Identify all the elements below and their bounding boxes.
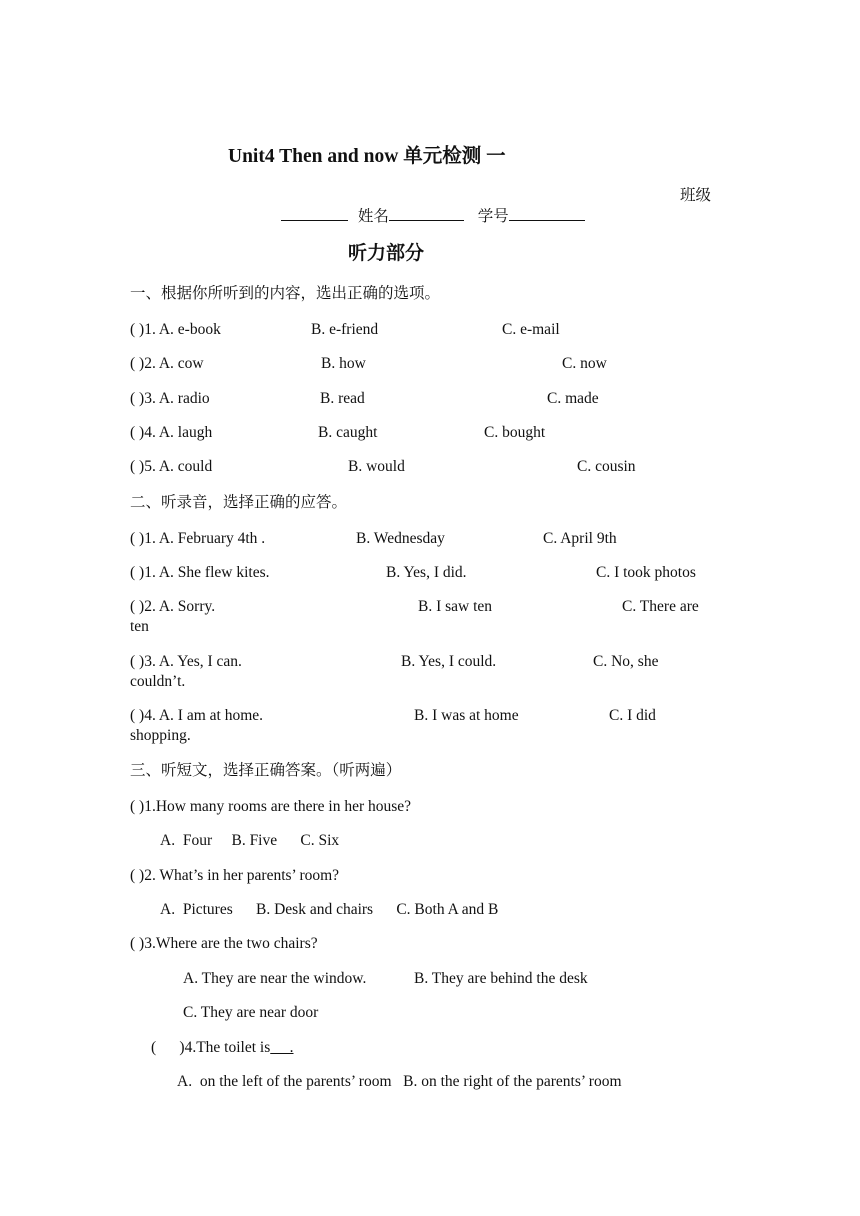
s1-q2-b: B. how bbox=[321, 355, 366, 372]
s1-q1-c: C. e-mail bbox=[502, 321, 560, 338]
s3-q3-option-c: C. They are near door bbox=[183, 1004, 319, 1021]
s1-q5-a: ( )5. A. could bbox=[130, 458, 213, 475]
s3-q3: ( )3.Where are the two chairs? bbox=[130, 935, 318, 952]
s1-q1-b: B. e-friend bbox=[311, 321, 379, 338]
s2-q2-c: C. I took photos bbox=[596, 564, 696, 581]
s2-q1-c: C. April 9th bbox=[543, 530, 617, 547]
s3-q2: ( )2. What’s in her parents’ room? bbox=[130, 867, 340, 884]
info-line bbox=[281, 206, 585, 227]
page-title: Unit4 Then and now 单元检测 一 bbox=[228, 146, 506, 167]
s2-q5-c: C. I did bbox=[609, 707, 656, 724]
s2-q5-b: B. I was at home bbox=[414, 707, 519, 724]
s3-q4-blank[interactable]: . bbox=[270, 1039, 294, 1056]
s2-q1-a: ( )1. A. February 4th . bbox=[130, 530, 266, 547]
s2-q4-c: C. No, she bbox=[593, 653, 659, 670]
s2-q2-b: B. Yes, I did. bbox=[386, 564, 467, 581]
s1-q1-a: ( )1. A. e-book bbox=[130, 321, 221, 338]
s1-q4-b: B. caught bbox=[318, 424, 378, 441]
s2-q3-b: B. I saw ten bbox=[418, 598, 493, 615]
s3-q3-option-a: A. They are near the window. bbox=[183, 970, 367, 987]
s3-q3-option-b: B. They are behind the desk bbox=[414, 970, 588, 987]
section-subtitle: 听力部分 bbox=[348, 243, 425, 264]
section1-heading: 一、根据你所听到的内容，选出正确的选项。 bbox=[130, 285, 441, 302]
s2-q4-cont: couldn’t. bbox=[130, 673, 186, 690]
s2-q1-b: B. Wednesday bbox=[356, 530, 445, 547]
s2-q4-a: ( )3. A. Yes, I can. bbox=[130, 653, 242, 670]
s2-q5-cont: shopping. bbox=[130, 727, 191, 744]
s3-q4-text: ( )4.The toilet is bbox=[151, 1039, 271, 1056]
s2-q2-a: ( )1. A. She flew kites. bbox=[130, 564, 270, 581]
s2-q3-a: ( )2. A. Sorry. bbox=[130, 598, 216, 615]
section2-heading: 二、听录音，选择正确的应答。 bbox=[130, 494, 348, 511]
s3-q1: ( )1.How many rooms are there in her house? bbox=[130, 798, 412, 815]
s1-q2-a: ( )2. A. cow bbox=[130, 355, 204, 372]
s2-q5-a: ( )4. A. I am at home. bbox=[130, 707, 264, 724]
section3-heading: 三、听短文，选择正确答案。（听两遍） bbox=[130, 762, 402, 779]
s1-q3-c: C. made bbox=[547, 390, 599, 407]
s1-q5-c: C. cousin bbox=[577, 458, 636, 475]
s1-q4-a: ( )4. A. laugh bbox=[130, 424, 213, 441]
name-blank[interactable] bbox=[389, 206, 464, 221]
s3-q2-options: A. Pictures B. Desk and chairs C. Both A and B bbox=[160, 901, 499, 918]
id-blank[interactable] bbox=[509, 206, 585, 221]
s1-q3-b: B. read bbox=[320, 390, 365, 407]
s1-q2-c: C. now bbox=[562, 355, 607, 372]
s2-q4-b: B. Yes, I could. bbox=[401, 653, 497, 670]
class-label: 班级 bbox=[680, 187, 712, 204]
id-label: 学号 bbox=[477, 208, 509, 225]
s3-q1-options: A. Four B. Five C. Six bbox=[160, 832, 340, 849]
s2-q3-c: C. There are bbox=[622, 598, 699, 615]
s2-q3-cont: ten bbox=[130, 618, 149, 635]
s3-q4 bbox=[151, 1038, 294, 1058]
s3-q4-options: A. on the left of the parents’ room B. on the right of the parents’ room bbox=[177, 1073, 622, 1090]
name-label: 姓名 bbox=[357, 208, 389, 225]
s1-q3-a: ( )3. A. radio bbox=[130, 390, 210, 407]
s1-q5-b: B. would bbox=[348, 458, 405, 475]
class-blank[interactable] bbox=[281, 206, 348, 221]
s1-q4-c: C. bought bbox=[484, 424, 546, 441]
